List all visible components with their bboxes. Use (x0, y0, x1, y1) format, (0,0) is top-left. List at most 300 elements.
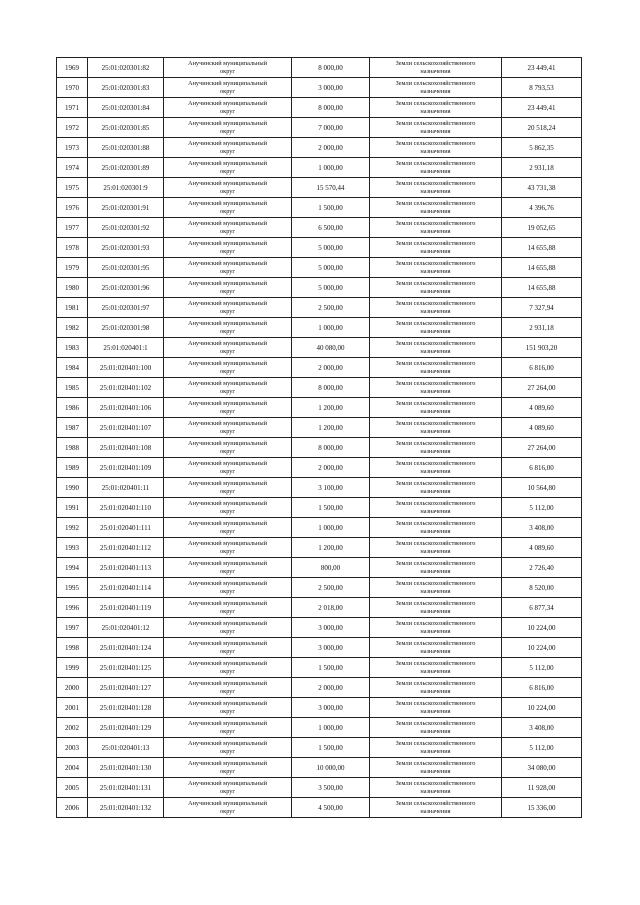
municipality-line: Анучинский муниципальный (188, 579, 267, 587)
row-number-cell: 1970 (57, 78, 88, 98)
land-category-cell (370, 178, 502, 198)
land-category-line: Земли сельскохозяйственного (395, 599, 476, 607)
land-category-cell (370, 198, 502, 218)
municipality-cell (164, 318, 292, 338)
municipality-line: Анучинский муниципальный (188, 439, 267, 447)
municipality-cell (164, 598, 292, 618)
cadastral-number-cell: 25:01:020301:97 (88, 298, 164, 318)
land-category-cell (370, 158, 502, 178)
municipality-cell (164, 798, 292, 818)
cadastral-value-cell: 15 336,00 (502, 798, 582, 818)
row-number-cell: 1996 (57, 598, 88, 618)
row-number-cell: 1981 (57, 298, 88, 318)
table-row (57, 558, 582, 578)
row-number-cell: 2001 (57, 698, 88, 718)
municipality-line: округ (219, 787, 235, 795)
cadastral-value-cell: 6 816,00 (502, 458, 582, 478)
area-cell: 6 500,00 (292, 218, 370, 238)
cadastral-number-cell: 25:01:020401:107 (88, 418, 164, 438)
land-category-cell (370, 398, 502, 418)
table-row (57, 158, 582, 178)
land-category-cell (370, 778, 502, 798)
cadastral-number-cell: 25:01:020401:109 (88, 458, 164, 478)
land-category-cell (370, 638, 502, 658)
table-row (57, 678, 582, 698)
municipality-line: Анучинский муниципальный (188, 719, 267, 727)
row-number-cell: 1998 (57, 638, 88, 658)
municipality-line: округ (219, 187, 235, 195)
land-category-cell (370, 798, 502, 818)
table-row (57, 518, 582, 538)
municipality-line: Анучинский муниципальный (188, 459, 267, 467)
cadastral-value-cell: 3 408,00 (502, 718, 582, 738)
cadastral-number-cell: 25:01:020401:124 (88, 638, 164, 658)
municipality-line: Анучинский муниципальный (188, 419, 267, 427)
area-cell: 15 570,44 (292, 178, 370, 198)
table-row (57, 438, 582, 458)
land-category-line: Земли сельскохозяйственного (395, 219, 476, 227)
row-number-cell: 1975 (57, 178, 88, 198)
land-category-line: назначения (420, 527, 451, 535)
area-cell: 1 200,00 (292, 398, 370, 418)
cadastral-number-cell: 25:01:020301:93 (88, 238, 164, 258)
land-category-line: Земли сельскохозяйственного (395, 799, 476, 807)
row-number-cell: 1995 (57, 578, 88, 598)
municipality-line: Анучинский муниципальный (188, 259, 267, 267)
land-category-cell (370, 318, 502, 338)
municipality-line: Анучинский муниципальный (188, 499, 267, 507)
municipality-line: Анучинский муниципальный (188, 479, 267, 487)
land-category-line: назначения (420, 67, 451, 75)
table-row (57, 358, 582, 378)
cadastral-number-cell: 25:01:020401:106 (88, 398, 164, 418)
land-category-line: назначения (420, 147, 451, 155)
row-number-cell: 1976 (57, 198, 88, 218)
cadastral-number-cell: 25:01:020401:113 (88, 558, 164, 578)
municipality-line: округ (219, 247, 235, 255)
land-category-cell (370, 518, 502, 538)
municipality-line: округ (219, 627, 235, 635)
area-cell: 8 000,00 (292, 98, 370, 118)
land-category-cell (370, 538, 502, 558)
cadastral-number-cell: 25:01:020301:98 (88, 318, 164, 338)
area-cell: 2 000,00 (292, 458, 370, 478)
municipality-cell (164, 618, 292, 638)
municipality-line: Анучинский муниципальный (188, 379, 267, 387)
area-cell: 8 000,00 (292, 58, 370, 78)
land-category-cell (370, 578, 502, 598)
cadastral-value-cell: 23 449,41 (502, 58, 582, 78)
cadastral-number-cell: 25:01:020301:91 (88, 198, 164, 218)
municipality-line: округ (219, 467, 235, 475)
row-number-cell: 2006 (57, 798, 88, 818)
municipality-line: округ (219, 567, 235, 575)
land-category-line: назначения (420, 767, 451, 775)
municipality-cell (164, 578, 292, 598)
row-number-cell: 2003 (57, 738, 88, 758)
table-row (57, 418, 582, 438)
table-row (57, 618, 582, 638)
land-category-line: Земли сельскохозяйственного (395, 639, 476, 647)
municipality-line: Анучинский муниципальный (188, 559, 267, 567)
municipality-line: округ (219, 147, 235, 155)
table-row (57, 98, 582, 118)
municipality-cell (164, 638, 292, 658)
area-cell: 40 080,00 (292, 338, 370, 358)
municipality-cell (164, 358, 292, 378)
municipality-cell (164, 198, 292, 218)
area-cell: 4 500,00 (292, 798, 370, 818)
municipality-line: Анучинский муниципальный (188, 539, 267, 547)
municipality-cell (164, 418, 292, 438)
table-row (57, 118, 582, 138)
land-category-line: назначения (420, 167, 451, 175)
land-category-line: назначения (420, 387, 451, 395)
land-category-line: назначения (420, 327, 451, 335)
land-category-line: Земли сельскохозяйственного (395, 199, 476, 207)
table-row (57, 538, 582, 558)
land-category-line: Земли сельскохозяйственного (395, 359, 476, 367)
land-category-line: Земли сельскохозяйственного (395, 339, 476, 347)
row-number-cell: 1973 (57, 138, 88, 158)
land-category-line: назначения (420, 587, 451, 595)
municipality-cell (164, 738, 292, 758)
table-row (57, 198, 582, 218)
land-category-cell (370, 258, 502, 278)
municipality-cell (164, 58, 292, 78)
land-category-line: Земли сельскохозяйственного (395, 619, 476, 627)
table-row (57, 598, 582, 618)
cadastral-number-cell: 25:01:020401:129 (88, 718, 164, 738)
table-row (57, 658, 582, 678)
municipality-cell (164, 718, 292, 738)
area-cell: 8 000,00 (292, 378, 370, 398)
cadastral-number-cell: 25:01:020401:100 (88, 358, 164, 378)
cadastral-value-cell: 6 877,34 (502, 598, 582, 618)
land-category-line: Земли сельскохозяйственного (395, 739, 476, 747)
municipality-line: Анучинский муниципальный (188, 139, 267, 147)
table-row (57, 378, 582, 398)
municipality-line: округ (219, 547, 235, 555)
area-cell: 2 000,00 (292, 138, 370, 158)
municipality-cell (164, 298, 292, 318)
land-category-cell (370, 438, 502, 458)
row-number-cell: 1982 (57, 318, 88, 338)
land-category-cell (370, 698, 502, 718)
municipality-cell (164, 278, 292, 298)
area-cell: 2 500,00 (292, 298, 370, 318)
row-number-cell: 1974 (57, 158, 88, 178)
row-number-cell: 1997 (57, 618, 88, 638)
row-number-cell: 1972 (57, 118, 88, 138)
municipality-line: округ (219, 427, 235, 435)
land-category-line: Земли сельскохозяйственного (395, 679, 476, 687)
table-row (57, 218, 582, 238)
land-category-line: Земли сельскохозяйственного (395, 159, 476, 167)
cadastral-value-cell: 14 655,88 (502, 238, 582, 258)
cadastral-number-cell: 25:01:020401:1 (88, 338, 164, 358)
municipality-cell (164, 498, 292, 518)
land-category-cell (370, 118, 502, 138)
cadastral-value-cell: 14 655,88 (502, 278, 582, 298)
cadastral-value-cell: 10 564,80 (502, 478, 582, 498)
municipality-line: округ (219, 807, 235, 815)
municipality-line: округ (219, 727, 235, 735)
row-number-cell: 2005 (57, 778, 88, 798)
municipality-cell (164, 338, 292, 358)
table-row (57, 638, 582, 658)
area-cell: 3 100,00 (292, 478, 370, 498)
area-cell: 1 000,00 (292, 718, 370, 738)
cadastral-value-cell: 8 520,00 (502, 578, 582, 598)
land-category-line: Земли сельскохозяйственного (395, 399, 476, 407)
municipality-line: Анучинский муниципальный (188, 759, 267, 767)
land-category-cell (370, 338, 502, 358)
municipality-line: Анучинский муниципальный (188, 299, 267, 307)
municipality-line: округ (219, 747, 235, 755)
municipality-cell (164, 678, 292, 698)
land-category-cell (370, 378, 502, 398)
municipality-cell (164, 538, 292, 558)
table-row (57, 398, 582, 418)
land-category-line: Земли сельскохозяйственного (395, 579, 476, 587)
table-row (57, 458, 582, 478)
table-row (57, 578, 582, 598)
land-category-line: Земли сельскохозяйственного (395, 379, 476, 387)
municipality-cell (164, 378, 292, 398)
area-cell: 10 000,00 (292, 758, 370, 778)
land-category-cell (370, 298, 502, 318)
cadastral-value-cell: 5 862,35 (502, 138, 582, 158)
land-category-line: Земли сельскохозяйственного (395, 779, 476, 787)
land-category-cell (370, 758, 502, 778)
municipality-line: округ (219, 447, 235, 455)
cadastral-number-cell: 25:01:020401:132 (88, 798, 164, 818)
cadastral-number-cell: 25:01:020401:127 (88, 678, 164, 698)
land-category-line: Земли сельскохозяйственного (395, 319, 476, 327)
land-category-line: Земли сельскохозяйственного (395, 539, 476, 547)
land-category-cell (370, 58, 502, 78)
row-number-cell: 1994 (57, 558, 88, 578)
area-cell: 800,00 (292, 558, 370, 578)
land-category-line: назначения (420, 187, 451, 195)
area-cell: 2 000,00 (292, 358, 370, 378)
land-category-line: Земли сельскохозяйственного (395, 419, 476, 427)
land-category-cell (370, 78, 502, 98)
land-category-line: назначения (420, 787, 451, 795)
land-category-line: назначения (420, 487, 451, 495)
cadastral-number-cell: 25:01:020301:84 (88, 98, 164, 118)
row-number-cell: 1984 (57, 358, 88, 378)
row-number-cell: 1989 (57, 458, 88, 478)
land-category-cell (370, 278, 502, 298)
municipality-line: округ (219, 347, 235, 355)
cadastral-number-cell: 25:01:020401:119 (88, 598, 164, 618)
land-category-line: назначения (420, 347, 451, 355)
land-category-line: назначения (420, 127, 451, 135)
table-row (57, 718, 582, 738)
table-row (57, 298, 582, 318)
land-category-cell (370, 678, 502, 698)
land-category-line: Земли сельскохозяйственного (395, 79, 476, 87)
municipality-line: Анучинский муниципальный (188, 739, 267, 747)
land-category-line: Земли сельскохозяйственного (395, 139, 476, 147)
land-category-line: Земли сельскохозяйственного (395, 279, 476, 287)
land-category-cell (370, 598, 502, 618)
row-number-cell: 1991 (57, 498, 88, 518)
municipality-cell (164, 478, 292, 498)
cadastral-number-cell: 25:01:020301:92 (88, 218, 164, 238)
land-category-line: назначения (420, 247, 451, 255)
cadastral-value-cell: 14 655,88 (502, 258, 582, 278)
cadastral-number-cell: 25:01:020401:111 (88, 518, 164, 538)
table-row (57, 478, 582, 498)
cadastral-number-cell: 25:01:020301:95 (88, 258, 164, 278)
cadastral-value-cell: 6 816,00 (502, 358, 582, 378)
land-category-line: назначения (420, 447, 451, 455)
row-number-cell: 1992 (57, 518, 88, 538)
municipality-line: Анучинский муниципальный (188, 659, 267, 667)
municipality-line: Анучинский муниципальный (188, 399, 267, 407)
municipality-line: округ (219, 487, 235, 495)
municipality-line: округ (219, 87, 235, 95)
area-cell: 5 000,00 (292, 258, 370, 278)
cadastral-value-cell: 10 224,00 (502, 638, 582, 658)
land-category-line: Земли сельскохозяйственного (395, 299, 476, 307)
cadastral-value-cell: 3 408,00 (502, 518, 582, 538)
row-number-cell: 1980 (57, 278, 88, 298)
land-category-line: назначения (420, 567, 451, 575)
land-category-line: Земли сельскохозяйственного (395, 439, 476, 447)
row-number-cell: 1999 (57, 658, 88, 678)
municipality-cell (164, 158, 292, 178)
land-category-line: Земли сельскохозяйственного (395, 459, 476, 467)
cadastral-value-cell: 19 052,65 (502, 218, 582, 238)
land-category-line: назначения (420, 627, 451, 635)
cadastral-number-cell: 25:01:020301:82 (88, 58, 164, 78)
area-cell: 1 500,00 (292, 738, 370, 758)
cadastral-number-cell: 25:01:020301:85 (88, 118, 164, 138)
municipality-line: Анучинский муниципальный (188, 279, 267, 287)
municipality-line: округ (219, 707, 235, 715)
area-cell: 7 000,00 (292, 118, 370, 138)
municipality-line: Анучинский муниципальный (188, 799, 267, 807)
area-cell: 5 000,00 (292, 278, 370, 298)
municipality-cell (164, 78, 292, 98)
cadastral-number-cell: 25:01:020401:102 (88, 378, 164, 398)
row-number-cell: 1993 (57, 538, 88, 558)
land-category-line: назначения (420, 687, 451, 695)
table-row (57, 698, 582, 718)
land-category-line: назначения (420, 547, 451, 555)
municipality-line: округ (219, 607, 235, 615)
area-cell: 1 500,00 (292, 658, 370, 678)
cadastral-value-cell: 23 449,41 (502, 98, 582, 118)
cadastral-value-cell: 5 112,00 (502, 658, 582, 678)
cadastral-number-cell: 25:01:020401:130 (88, 758, 164, 778)
row-number-cell: 1969 (57, 58, 88, 78)
land-category-cell (370, 498, 502, 518)
municipality-line: Анучинский муниципальный (188, 639, 267, 647)
table-row (57, 778, 582, 798)
land-category-line: Земли сельскохозяйственного (395, 499, 476, 507)
land-category-line: Земли сельскохозяйственного (395, 259, 476, 267)
municipality-cell (164, 778, 292, 798)
cadastral-value-cell: 5 112,00 (502, 498, 582, 518)
municipality-line: Анучинский муниципальный (188, 619, 267, 627)
municipality-line: Анучинский муниципальный (188, 699, 267, 707)
cadastral-value-cell: 11 928,00 (502, 778, 582, 798)
land-category-cell (370, 558, 502, 578)
cadastral-number-cell: 25:01:020401:128 (88, 698, 164, 718)
area-cell: 3 000,00 (292, 638, 370, 658)
cadastral-value-cell: 151 903,20 (502, 338, 582, 358)
municipality-line: округ (219, 527, 235, 535)
land-category-line: назначения (420, 407, 451, 415)
municipality-line: округ (219, 507, 235, 515)
cadastral-value-cell: 4 089,60 (502, 418, 582, 438)
municipality-cell (164, 398, 292, 418)
table-row (57, 758, 582, 778)
municipality-line: Анучинский муниципальный (188, 319, 267, 327)
municipality-line: округ (219, 267, 235, 275)
cadastral-number-cell: 25:01:020401:13 (88, 738, 164, 758)
municipality-cell (164, 118, 292, 138)
table-row (57, 738, 582, 758)
row-number-cell: 1990 (57, 478, 88, 498)
cadastral-number-cell: 25:01:020301:96 (88, 278, 164, 298)
row-number-cell: 1987 (57, 418, 88, 438)
municipality-line: Анучинский муниципальный (188, 79, 267, 87)
land-category-cell (370, 618, 502, 638)
municipality-line: Анучинский муниципальный (188, 219, 267, 227)
table-row (57, 798, 582, 818)
land-category-line: назначения (420, 367, 451, 375)
land-category-line: назначения (420, 207, 451, 215)
municipality-line: Анучинский муниципальный (188, 519, 267, 527)
land-category-line: назначения (420, 807, 451, 815)
cadastral-number-cell: 25:01:020401:110 (88, 498, 164, 518)
municipality-line: округ (219, 407, 235, 415)
cadastral-number-cell: 25:01:020301:9 (88, 178, 164, 198)
cadastral-number-cell: 25:01:020401:125 (88, 658, 164, 678)
land-category-line: назначения (420, 307, 451, 315)
area-cell: 1 000,00 (292, 318, 370, 338)
land-category-line: Земли сельскохозяйственного (395, 659, 476, 667)
land-category-line: Земли сельскохозяйственного (395, 719, 476, 727)
cadastral-value-cell: 6 816,00 (502, 678, 582, 698)
cadastral-number-cell: 25:01:020401:112 (88, 538, 164, 558)
cadastral-value-cell: 2 931,18 (502, 318, 582, 338)
municipality-line: округ (219, 767, 235, 775)
area-cell: 3 000,00 (292, 78, 370, 98)
land-category-line: назначения (420, 667, 451, 675)
land-category-line: назначения (420, 267, 451, 275)
row-number-cell: 1983 (57, 338, 88, 358)
land-category-line: назначения (420, 287, 451, 295)
municipality-cell (164, 238, 292, 258)
municipality-line: Анучинский муниципальный (188, 239, 267, 247)
municipality-line: округ (219, 207, 235, 215)
area-cell: 1 000,00 (292, 518, 370, 538)
land-category-line: назначения (420, 707, 451, 715)
municipality-line: округ (219, 167, 235, 175)
land-category-cell (370, 718, 502, 738)
row-number-cell: 2004 (57, 758, 88, 778)
municipality-cell (164, 138, 292, 158)
row-number-cell: 1985 (57, 378, 88, 398)
municipality-line: округ (219, 647, 235, 655)
